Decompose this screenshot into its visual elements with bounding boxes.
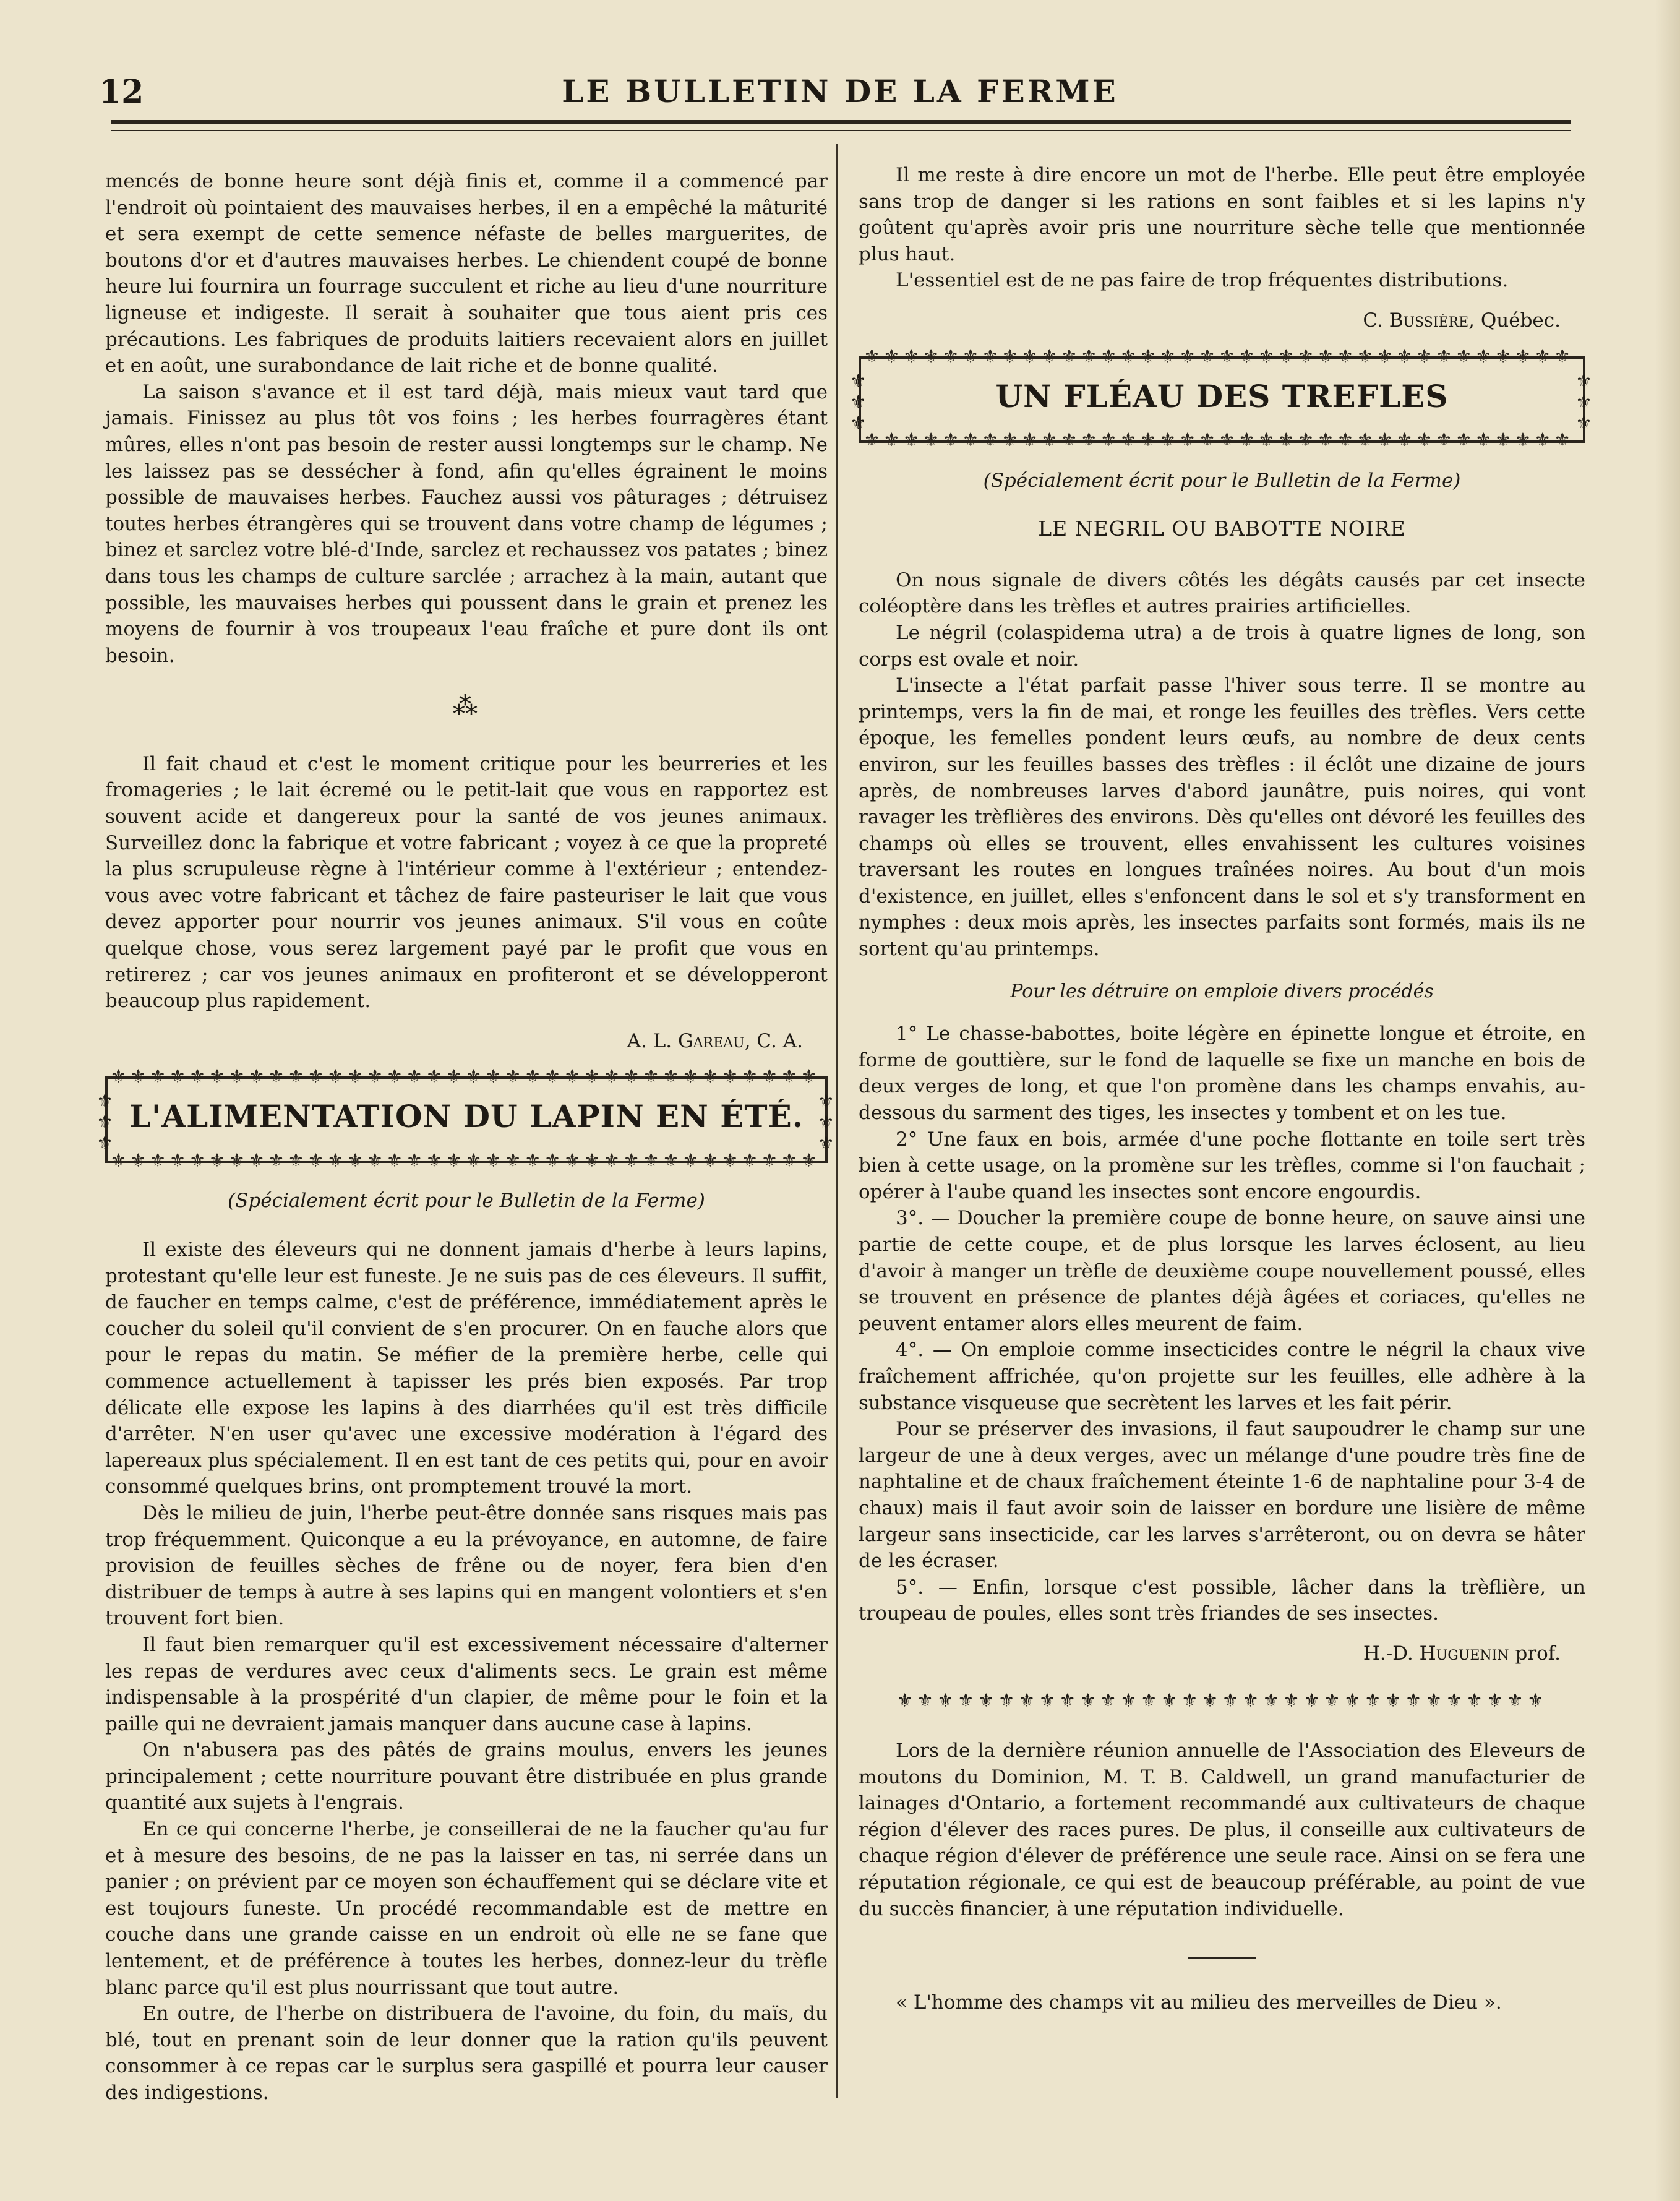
page-number: 12 bbox=[99, 73, 144, 111]
article-title: L'ALIMENTATION DU LAPIN EN ÉTÉ. bbox=[129, 1098, 804, 1135]
method-item: 5°. — Enfin, lorsque c'est possible, lâcher dans la trèflière, un troupeau de poules, elles sont très friandes de ses insectes. bbox=[859, 1576, 1585, 1625]
fleuron-border-left: ⚜ ⚜ ⚜ bbox=[850, 370, 867, 434]
left-column bbox=[96, 168, 834, 2106]
paragraph: Il me reste à dire encore un mot de l'herbe. Elle peut être employée sans trop de danger si les rations en sont faibles et si les lapins n'y goûtent qu'après avoir pris une nourriture sèche telle que mentionnée plus haut. bbox=[859, 164, 1585, 265]
method-item: Pour se préserver des invasions, il faut saupoudrer le champ sur une largeur de une à deux verges, avec un mélange d'une poudre très fine de naphtaline et de chaux fraîchement éteinte 1-6 de naphtaline pour 3-4 de chaux) mais il faut avoir soin de laisser en bordure une lisière de même largeur sans insecticide, car les larves s'arrêteront, ou on devra se hâter de les écraser. bbox=[859, 1418, 1585, 1572]
article-note: (Spécialement écrit pour le Bulletin de la Ferme) bbox=[983, 469, 1461, 492]
methods-heading: Pour les détruire on emploie divers procédés bbox=[1010, 980, 1434, 1002]
signature: H.-D. Huguenin prof. bbox=[1363, 1642, 1561, 1665]
fleuron-border-right: ⚜ ⚜ ⚜ bbox=[1575, 370, 1592, 434]
short-rule bbox=[1188, 1957, 1256, 1959]
header-rule-thin bbox=[111, 130, 1571, 131]
paragraph: Il existe des éleveurs qui ne donnent jamais d'herbe à leurs lapins, protestant qu'elle leur est funeste. Je ne suis pas de ces éleveurs. Il suffit, de faucher en temps calme, c'est de préférence, immédiatement après le coucher du soleil qu'il convient de s'en procurer. On en fauche alors que pour le repas du matin. Se méfier de la première herbe, celle qui commence actuellement à tapisser les prés bien exposés. Par trop délicate elle expose les lapins à des diarrhées qu'il est très difficile d'arrêter. N'en user qu'avec une excessive modération à l'égard des lapereaux plus spécialement. Il en est tant de ces petits qui, pour en avoir consommé quelques brins, ont promptement trouvé la mort. bbox=[105, 1238, 828, 1498]
paragraph: En outre, de l'herbe on distribuera de l'avoine, du foin, du maïs, du blé, tout en prenant soin de leur donner que la ration qu'ils peuvent consommer à ce repas car le surplus sera gaspillé et pourra leur causer des indigestions. bbox=[105, 2002, 828, 2104]
paragraph: La saison s'avance et il est tard déjà, mais mieux vaut tard que jamais. Finissez au plus tôt vos foins ; les herbes fourragères étant mûres, elles n'ont pas besoin de rester aussi longtemps sur le champ. Ne les laissez pas se dessécher à fond, afin qu'elles égrainent le moins possible de mauvaises herbes. Fauchez aussi vos pâturages ; détruisez toutes herbes étrangères qui se trouvent dans votre champ de légumes ; binez et sarclez votre blé-d'Inde, sarclez et rechaussez vos patates ; binez dans tous les champs de culture sarclée ; arrachez à la main, autant que possible, les mauvaises herbes qui poussent dans le grain et prenez les moyens de fournir à vos troupeaux l'eau fraîche et pure dont ils ont besoin. bbox=[105, 380, 828, 667]
paragraph: En ce qui concerne l'herbe, je conseillerai de ne la faucher qu'au fur et à mesure des besoins, de ne pas la laisser en tas, ni serrée dans un panier ; on prévient par ce moyen son échauffement qui se déclare vite et est toujours funeste. Un procédé recommandable est de mettre en couche dans une grande caisse en un endroit où elle ne se fane que lentement, et de préférence à toutes les herbes, donnez-leur du trèfle blanc parce qu'il est plus nourrissant que tout autre. bbox=[105, 1818, 828, 1999]
method-item: 2° Une faux en bois, armée d'une poche flottante en toile sert très bien à cette usage, on la promène sur les trèfles, comme si l'on fauchait ; opérer à l'aube quand les insectes sont encore engourdis. bbox=[859, 1128, 1585, 1203]
fleuron-border-bottom: ⚜⚜⚜⚜⚜⚜⚜⚜⚜⚜⚜⚜⚜⚜⚜⚜⚜⚜⚜⚜⚜⚜⚜⚜⚜⚜⚜⚜⚜⚜⚜⚜⚜⚜⚜⚜ bbox=[864, 429, 1574, 451]
right-column bbox=[850, 162, 1592, 2016]
asterism: ⁂ bbox=[453, 692, 480, 721]
method-item: 4°. — On emploie comme insecticides contre le négril la chaux vive fraîchement affrichée, qu'on projette sur les feuilles, elle adhère à la substance visqueuse que secrètent les larves et les fait périr. bbox=[859, 1339, 1585, 1414]
paragraph: L'essentiel est de ne pas faire de trop fréquentes distributions. bbox=[896, 269, 1509, 292]
paragraph: Il fait chaud et c'est le moment critique pour les beurreries et les fromageries ; le lait écremé ou le petit-lait que vous en rapportez est souvent acide et dangereux pour la santé de vos jeunes animaux. Surveillez donc la fabrique et votre fabricant ; voyez à ce que la propreté la plus scrupuleuse règne à l'intérieur comme à l'extérieur ; entendez-vous avec votre fabricant et tâchez de faire pasteuriser le lait que vous devez apporter pour nourrir vos jeunes animaux. S'il vous en coûte quelque chose, vous serez largement payé par le profit que vous en retirerez ; car vos jeunes animaux en profiteront et se développeront beaucoup plus rapidement. bbox=[105, 752, 828, 1013]
method-item: 1° Le chasse-babottes, boite légère en épinette longue et étroite, en forme de gouttière, sur le fond de laquelle se fixe un manche en bois de deux verges de long, et que l'on promène dans les champs envahis, au-dessous du sarment des tiges, les insectes y tombent et on les tue. bbox=[859, 1023, 1585, 1125]
paragraph: Lors de la dernière réunion annuelle de l'Association des Eleveurs de moutons du Dominion, M. T. B. Caldwell, un grand manufacturier de lainages d'Ontario, a fortement recommandé aux cultivateurs de chaque région d'élever des races pures. De plus, il conseille aux cultivateurs de chaque région d'élever de préférence une seule race. Ainsi on se fera une réputation régionale, ce qui est de beaucoup préférable, au point de vue du succès financier, à une réputation individuelle. bbox=[859, 1740, 1585, 1920]
header-rule-thick bbox=[111, 120, 1571, 124]
paragraph: Le négril (colaspidema utra) a de trois à quatre lignes de long, son corps est ovale et noir. bbox=[859, 621, 1585, 671]
fleuron-border-top: ⚜⚜⚜⚜⚜⚜⚜⚜⚜⚜⚜⚜⚜⚜⚜⚜⚜⚜⚜⚜⚜⚜⚜⚜⚜⚜⚜⚜⚜⚜⚜⚜⚜⚜⚜⚜ bbox=[864, 345, 1574, 367]
paragraph: On n'abusera pas des pâtés de grains moulus, envers les jeunes principalement ; cette nourriture pouvant être distribuée en plus grande quantité aux sujets à l'engrais. bbox=[105, 1739, 828, 1814]
paragraph: Il faut bien remarquer qu'il est excessivement nécessaire d'alterner les repas de verdures avec ceux d'aliments secs. Le grain est même indispensable à la prospérité d'un clapier, de même pour le foin et la paille qui ne devraient jamais manquer dans aucune case à lapins. bbox=[105, 1633, 828, 1735]
page-header bbox=[0, 0, 1680, 142]
page-edge-shadow bbox=[1655, 0, 1680, 2201]
article-title: UN FLÉAU DES TREFLES bbox=[995, 377, 1449, 414]
column-divider bbox=[836, 144, 838, 2098]
article-body bbox=[105, 1237, 828, 2106]
paragraph: Dès le milieu de juin, l'herbe peut-être donnée sans risques mais pas trop fréquemment. Quiconque a eu la prévoyance, en automne, de faire provision de feuilles sèches de frêne ou de noyer, fera bien d'en distribuer de temps à autre à ses lapins qui en mangent volontiers et s'en trouvent fort bien. bbox=[105, 1501, 828, 1630]
paragraph: On nous signale de divers côtés les dégâts causés par cet insecte coléoptère dans les trèfles et autres prairies artificielles. bbox=[859, 568, 1585, 618]
signature: A. L. Gareau, C. A. bbox=[627, 1029, 803, 1052]
paragraph: mencés de bonne heure sont déjà finis et, comme il a commencé par l'endroit où pointaient des mauvaises herbes, il en a empêché la mâturité et sera exempt de cette semence néfaste de belles marguerites, de boutons d'or et d'autres mauvaises herbes. Le chiendent coupé de bonne heure lui fournira un fourrage succulent et riche au lieu d'une nourriture ligneuse et indigeste. Il serait à souhaiter que tous aient pris ces précautions. Les fabriques de produits laitiers recevaient alors en juillet et en août, une surabondance de lait riche et de bonne qualité. bbox=[105, 170, 828, 377]
fleuron-border-bottom: ⚜⚜⚜⚜⚜⚜⚜⚜⚜⚜⚜⚜⚜⚜⚜⚜⚜⚜⚜⚜⚜⚜⚜⚜⚜⚜⚜⚜⚜⚜⚜⚜⚜⚜⚜⚜ bbox=[110, 1149, 821, 1172]
method-item: 3°. — Doucher la première coupe de bonne heure, on sauve ainsi une partie de cette coupe, et de plus lorsque les larves éclosent, au lieu d'avoir à manger un trèfle de deuxième coupe nouvellement poussé, elles se trouvent en présence de plantes déjà âgées et coriaces, qu'elles ne peuvent entamer alors elles meurent de faim. bbox=[859, 1207, 1585, 1335]
fleuron-border-top: ⚜⚜⚜⚜⚜⚜⚜⚜⚜⚜⚜⚜⚜⚜⚜⚜⚜⚜⚜⚜⚜⚜⚜⚜⚜⚜⚜⚜⚜⚜⚜⚜⚜⚜⚜⚜ bbox=[110, 1066, 821, 1088]
fleuron-divider: ⚜⚜⚜⚜⚜⚜⚜⚜⚜⚜⚜⚜⚜⚜⚜⚜⚜⚜⚜⚜⚜⚜⚜⚜⚜⚜⚜⚜⚜⚜⚜⚜ bbox=[896, 1689, 1548, 1712]
article-title-box bbox=[96, 1066, 834, 1172]
running-title: LE BULLETIN DE LA FERME bbox=[562, 73, 1118, 109]
paragraph: L'insecte a l'état parfait passe l'hiver sous terre. Il se montre au printemps, vers la fin de mai, et ronge les feuilles des trèfles. Vers cette époque, les femelles pondent leurs œufs, au nombre de deux cents environ, sur les feuilles basses des trèfles : il éclôt une dizaine de jours après, de nombreuses larves d'abord jaunâtre, puis noires, qui vont ravager les trèflières des environs. Dès qu'elles ont dévoré les feuilles des champs où elles se trouvent, elles envahissent les cultures voisines traversant les routes en longues traînées noires. Au bout d'un mois d'existence, en juillet, elles s'enfoncent dans le sol et s'y transforment en nymphes : deux mois après, les insectes parfaits sont formés, mais ils ne sortent qu'au printemps. bbox=[859, 674, 1585, 961]
closing-quote: « L'homme des champs vit au milieu des merveilles de Dieu ». bbox=[896, 1991, 1502, 2014]
article-note: (Spécialement écrit pour le Bulletin de la Ferme) bbox=[228, 1190, 705, 1212]
article-subheading: LE NEGRIL OU BABOTTE NOIRE bbox=[1038, 517, 1406, 541]
signature: C. Bussière, Québec. bbox=[1363, 309, 1561, 332]
fleuron-border-left: ⚜ ⚜ ⚜ bbox=[96, 1091, 113, 1155]
article-title-box bbox=[850, 345, 1592, 451]
fleuron-border-right: ⚜ ⚜ ⚜ bbox=[818, 1091, 834, 1155]
